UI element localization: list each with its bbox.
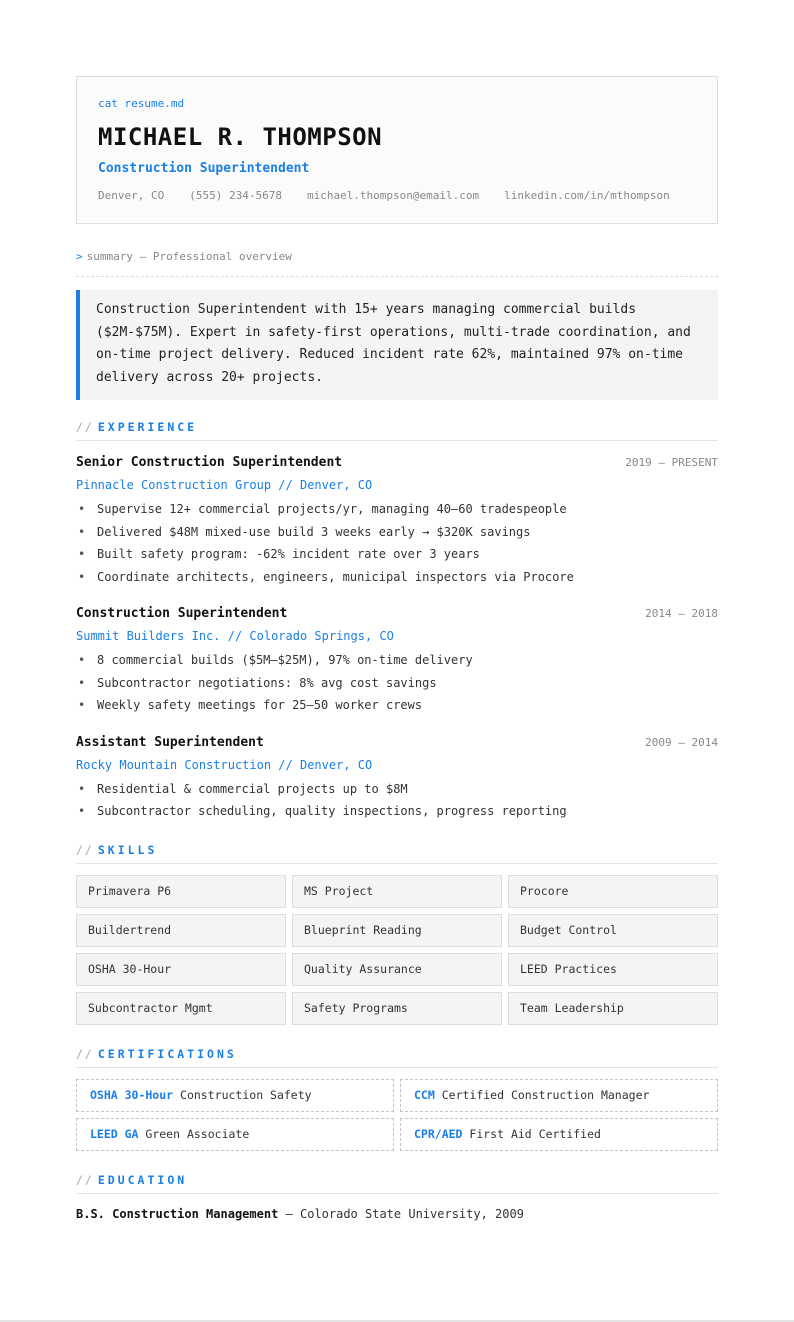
section-title-education — [76, 1173, 718, 1187]
skill-tag: Blueprint Reading — [292, 914, 502, 947]
section-title-text: SKILLS — [97, 842, 158, 857]
divider — [76, 1067, 718, 1068]
school: Colorado State University, 2009 — [299, 1206, 524, 1221]
separator: — — [278, 1206, 300, 1221]
section-title-text: EDUCATION — [97, 1172, 188, 1187]
job-company: Rocky Mountain Construction // Denver, CO — [76, 757, 373, 772]
skill-tag: Procore — [508, 875, 718, 908]
certifications-grid — [76, 1079, 718, 1151]
job-entry — [76, 606, 718, 717]
cert-name: Certified Construction Manager — [441, 1087, 650, 1102]
skill-tag: Subcontractor Mgmt — [76, 992, 286, 1025]
skill-tag: OSHA 30-Hour — [76, 953, 286, 986]
divider — [76, 276, 718, 277]
bullet-item: • Delivered $48M mixed-use build 3 weeks early → $320K savings — [76, 521, 718, 544]
education-entry — [76, 1207, 718, 1222]
terminal-command: cat resume.md — [98, 97, 185, 110]
job-title: Senior Construction Superintendent — [76, 455, 343, 470]
skill-tag: Quality Assurance — [292, 953, 502, 986]
job-title: Assistant Superintendent — [76, 734, 264, 750]
summary-label-text: summary — Professional overview — [86, 250, 292, 263]
section-title-experience — [76, 420, 718, 434]
skill-tag: LEED Practices — [508, 953, 718, 986]
section-title-certifications — [76, 1047, 718, 1061]
job-bullets — [76, 778, 718, 823]
skills-grid — [76, 875, 718, 1025]
job-bullets — [76, 649, 718, 717]
job-title: Construction Superintendent — [76, 606, 288, 621]
prompt-caret-icon: > — [76, 250, 83, 263]
cert-name: Construction Safety — [180, 1087, 312, 1102]
bullet-item: • Weekly safety meetings for 25–50 worker crews — [76, 694, 718, 717]
bullet-item: • Subcontractor negotiations: 8% avg cost savings — [76, 672, 718, 695]
summary-label — [76, 250, 718, 264]
contact-linkedin[interactable]: linkedin.com/in/mthompson — [504, 189, 670, 202]
bullet-item: • Subcontractor scheduling, quality inspections, progress reporting — [76, 800, 718, 823]
skill-tag: Safety Programs — [292, 992, 502, 1025]
bullet-item: • 8 commercial builds ($5M–$25M), 97% on-time delivery — [76, 649, 718, 672]
comment-slashes: // — [76, 1172, 94, 1187]
cert-code: LEED GA — [90, 1126, 139, 1141]
cert-code: CPR/AED — [414, 1126, 463, 1141]
bullet-item: • Built safety program: -62% incident rate over 3 years — [76, 543, 718, 566]
skill-tag: MS Project — [292, 875, 502, 908]
cert-code: CCM — [414, 1087, 435, 1102]
certification-item — [76, 1118, 394, 1151]
contact-phone: (555) 234-5678 — [189, 189, 282, 202]
divider — [76, 863, 718, 864]
contact-info — [98, 189, 696, 203]
skill-tag: Team Leadership — [508, 992, 718, 1025]
job-bullets — [76, 498, 718, 588]
comment-slashes: // — [76, 1046, 94, 1061]
divider — [76, 1193, 718, 1194]
section-title-skills — [76, 843, 718, 857]
divider — [76, 440, 718, 441]
job-entry — [76, 735, 718, 823]
bullet-item: • Supervise 12+ commercial projects/yr, managing 40–60 tradespeople — [76, 498, 718, 521]
comment-slashes: // — [76, 842, 94, 857]
job-dates: 2014 — 2018 — [645, 607, 718, 620]
comment-slashes: // — [76, 420, 94, 434]
skill-tag: Primavera P6 — [76, 875, 286, 908]
job-company: Pinnacle Construction Group // Denver, CO — [76, 478, 373, 492]
contact-email[interactable]: michael.thompson@email.com — [306, 189, 480, 202]
section-title-text: CERTIFICATIONS — [97, 1046, 237, 1061]
cert-name: First Aid Certified — [469, 1126, 601, 1141]
bullet-item: • Coordinate architects, engineers, municipal inspectors via Procore — [76, 566, 718, 589]
degree: B.S. Construction Management — [76, 1206, 279, 1221]
certification-item — [400, 1118, 718, 1151]
job-dates: 2009 — 2014 — [645, 735, 718, 749]
contact-location: Denver, CO — [98, 189, 165, 202]
bullet-item: • Residential & commercial projects up to $8M — [76, 778, 718, 801]
resume — [76, 76, 718, 1222]
certification-item — [76, 1079, 394, 1112]
skill-tag: Budget Control — [508, 914, 718, 947]
job-dates: 2019 — PRESENT — [625, 456, 718, 469]
certification-item — [400, 1079, 718, 1112]
job-company: Summit Builders Inc. // Colorado Springs, CO — [76, 629, 394, 643]
cert-code: OSHA 30-Hour — [90, 1087, 174, 1102]
candidate-role: Construction Superintendent — [98, 161, 310, 176]
job-entry — [76, 455, 718, 588]
resume-header — [76, 76, 718, 224]
cert-name: Green Associate — [145, 1126, 250, 1141]
summary-text: Construction Superintendent with 15+ years managing commercial builds ($2M-$75M). Expert in safety-first operations, multi-trade coordination, and on-time project delivery. Reduced incident rate 62%, maintained 97% on-time delivery across 20+ projects. — [76, 290, 718, 400]
section-title-text: EXPERIENCE — [97, 420, 198, 434]
candidate-name: MICHAEL R. THOMPSON — [98, 123, 383, 151]
skill-tag: Buildertrend — [76, 914, 286, 947]
